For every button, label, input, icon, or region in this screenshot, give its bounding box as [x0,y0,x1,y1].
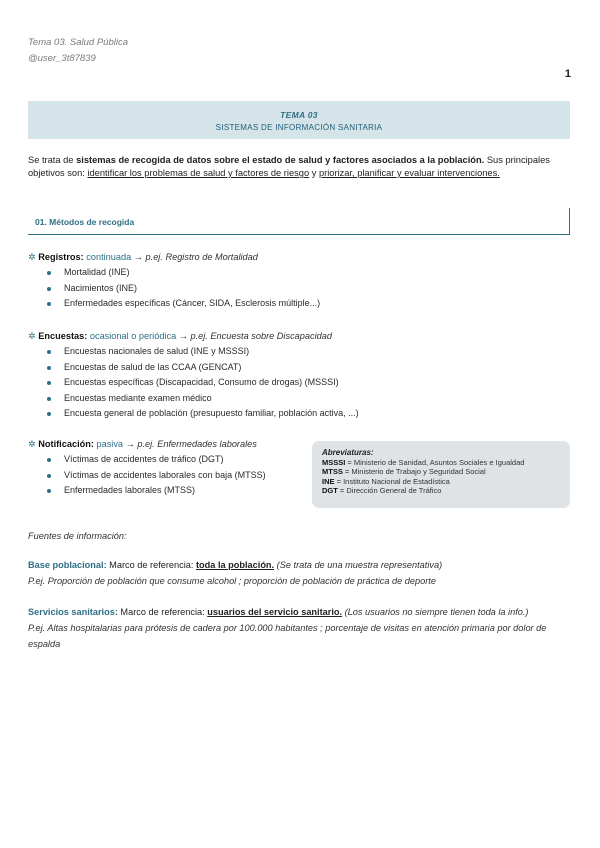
base-text: Marco de referencia: [106,560,196,570]
bullet-icon [47,350,51,354]
bullet-icon [47,412,51,416]
list-item [28,483,308,499]
base-note: (Se trata de una muestra representativa) [274,560,443,570]
list-item-text: Enfermedades específicas (Cáncer, SIDA, Esclerosis múltiple...) [64,298,321,308]
bullet-icon [47,381,51,385]
intro-text: Sus principales objetivos son: [28,155,550,178]
base-ref: toda la población. [196,560,275,570]
encuestas-group [28,329,408,422]
servicios-label: Servicios sanitarios: [28,607,118,617]
intro-bold: sistemas de recogida de datos sobre el estado de salud y factores asociados a la población. [76,155,485,165]
user-handle: @user_3t87839 [28,53,96,64]
abbreviation-entry [322,486,560,496]
base-poblacional-block [28,557,576,589]
abbreviation-meaning: = Dirección General de Tráfico [337,486,442,496]
arrow-icon: → [176,331,191,341]
registros-example: p.ej. Registro de Mortalidad [145,252,258,262]
servicios-ref: usuarios del servicio sanitario. [207,607,343,617]
bullet-icon [47,287,51,291]
title-banner [28,101,570,139]
star-icon: ✲ [28,331,36,341]
abbreviations-box [312,441,570,508]
registros-group [28,250,358,312]
intro-underline: identificar los problemas de salud y factores de riesgo [87,168,310,178]
abbreviation-code: DGT [322,486,338,496]
list-item [28,406,408,422]
list-item-text: Encuestas nacionales de salud (INE y MSSSI) [64,346,250,356]
arrow-icon: → [123,439,138,449]
abbreviation-meaning: = Ministerio de Trabajo y Seguridad Social [342,467,486,477]
bullet-icon [47,474,51,478]
list-item-text: Nacimientos (INE) [64,282,138,293]
list-item [28,360,408,376]
abbreviations-heading: Abreviaturas: [322,448,374,457]
servicios-text: Marco de referencia: [117,607,208,617]
page-number: 1 [564,68,571,80]
bullet-icon [47,366,51,370]
servicios-example: P.ej. Altas hospitalarias para prótesis de cadera por 100.000 habitantes ; porcentaje de visitas en atención primaria por dolor de espalda [28,623,547,649]
notificacion-title [28,437,308,452]
bullet-icon [47,489,51,493]
list-item-text: Mortalidad (INE) [64,267,130,277]
encuestas-example: p.ej. Encuesta sobre Discapacidad [190,331,332,341]
notificacion-group [28,437,308,499]
section-header [28,208,570,235]
star-icon: ✲ [28,439,36,449]
bullet-icon [47,458,51,462]
list-item-text: Encuesta general de población (presupuesto familiar, población activa, ...) [64,408,359,418]
list-item-text: Enfermedades laborales (MTSS) [64,485,196,495]
notificacion-label: Notificación: [38,439,94,449]
list-item-text: Encuestas mediante examen médico [64,392,212,403]
abbreviation-code: MSSSI [322,457,346,467]
fuentes-title: Fuentes de información: [28,531,127,541]
list-item [28,452,308,468]
registros-title [28,250,358,265]
bullet-icon [47,397,51,401]
list-item-text: Víctimas de accidentes laborales con baja (MTSS) [64,469,266,480]
list-item-text: Encuestas específicas (Discapacidad, Consumo de drogas) (MSSSI) [64,377,339,387]
list-item [28,344,408,360]
star-icon: ✲ [28,252,36,262]
bullet-icon [47,271,51,275]
abbreviation-code: INE [322,476,335,486]
list-item [28,391,408,407]
abbreviation-meaning: = Instituto Nacional de Estadística [334,476,450,486]
list-item-text: Víctimas de accidentes de tráfico (DGT) [64,454,224,464]
servicios-line [28,604,576,620]
list-item [28,265,358,281]
base-label: Base poblacional: [28,560,107,570]
tema-title: TEMA 03 [280,110,318,120]
encuestas-title [28,329,408,344]
abbreviation-entry [322,458,560,468]
tema-subtitle: SISTEMAS DE INFORMACIÓN SANITARIA [215,123,383,132]
abbreviation-meaning: = Ministerio de Sanidad, Asuntos Sociales e Igualdad [345,457,525,467]
notificacion-example: p.ej. Enfermedades laborales [137,439,257,449]
servicios-note: (Los usuarios no siempre tienen toda la info.) [342,607,529,617]
course-header: Tema 03. Salud Pública [28,37,128,48]
intro-underline: priorizar, planificar y evaluar intervenciones. [318,168,500,178]
intro-text: Se trata de [28,155,77,165]
servicios-sanitarios-block [28,604,576,652]
intro-paragraph [28,154,573,180]
encuestas-type: ocasional o periódica [89,331,177,341]
registros-type: continuada [86,252,132,262]
list-item [28,468,308,484]
list-item-text: Encuestas de salud de las CCAA (GENCAT) [64,361,242,372]
intro-text: y [309,168,319,178]
encuestas-label: Encuestas: [38,331,88,341]
section-title: 01. Métodos de recogida [35,217,135,227]
bullet-icon [47,302,51,306]
base-example: P.ej. Proporción de población que consume alcohol ; proporción de población de práctica de deporte [28,576,436,586]
base-line [28,557,576,573]
arrow-icon: → [131,252,146,262]
list-item [28,296,358,312]
notificacion-type: pasiva [96,439,124,449]
list-item [28,375,408,391]
abbreviation-entry [322,477,560,487]
abbreviation-entry [322,467,560,477]
list-item [28,281,358,297]
registros-label: Registros: [38,252,84,262]
abbreviation-code: MTSS [322,467,343,477]
